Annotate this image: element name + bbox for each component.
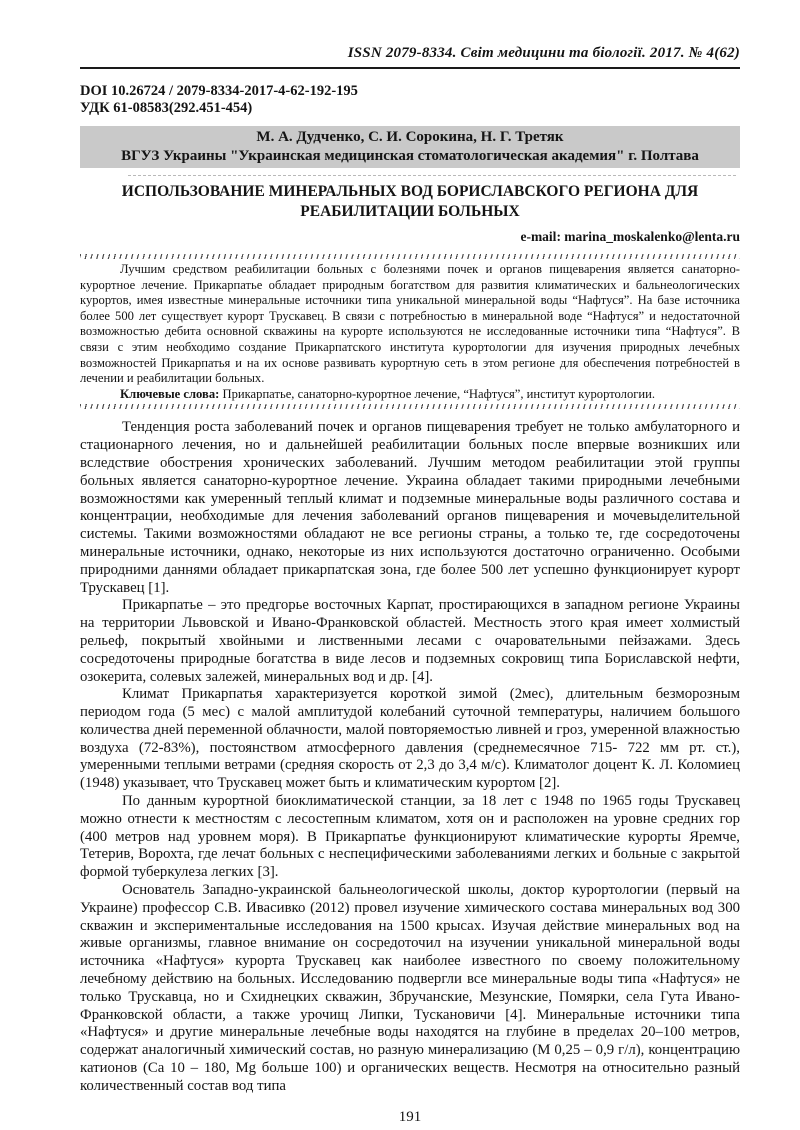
page-number: 191: [398, 1108, 422, 1125]
udk-line: УДК 61-08583(292.451-454): [80, 100, 253, 116]
keywords-paragraph: [80, 387, 740, 403]
body-paragraph-2: Прикарпатье – это предгорье восточных Карпат, простирающихся в западном регионе Украины на территории Львовской и Ивано-Франковской областей. Местность этого края имеет холмистый рельеф, покрытый хвойными и лиственными лесами с очаровательными пейзажами. Здесь сосредоточены природные богатства в виде лесов и подземных сокровищ типа Бориславской нефти, озокерита, солевых залежей, минеральных вод и др. [4].: [80, 597, 740, 685]
abstract-text: [80, 259, 740, 404]
authors-line: М. А. Дудченко, С. И. Сорокина, Н. Г. Третяк: [256, 129, 564, 145]
body-paragraph-5: Основатель Западно-украинской бальнеологической школы, доктор курортологии (первый на Украине) профессор С.В. Ивасивко (2012) провел изучение химического состава минеральных вод 300 скважин и экспериментальные исследования на 1500 крысах. Изучая действие минеральных вод на живые организмы, главное внимание он сосредоточил на изучении уникальной минеральной воды источника «Нафтуся» курорта Трускавец как наиболее известного по своему положительному лечебному действию на больных. Исследованию подвергли все минеральные воды типа «Нафтуся» не только Трускавца, но и Схиднецких скважин, Збручанские, Мезунские, Помярки, села Гута Ивано-Франковской области, а также урочищ Липки, Тускановичи [4]. Минеральные источники типа «Нафтуся» и другие минеральные лечебные воды находятся на глубине в пределах 20–100 метров, содержат аналогичный химический состав, но разную минерализацию (М 0,25 – 0,9 г/л), концентрацию катионов (Са 10 – 180, Mg больше 100) и органических веществ. Несмотря на относительно разный количественный состав вод типа: [80, 882, 740, 1094]
hatched-divider-bottom: [80, 404, 740, 409]
doi-line: DOI 10.26724 / 2079-8334-2017-4-62-192-195: [80, 83, 358, 99]
authors-block: [80, 126, 740, 168]
article-title: ИСПОЛЬЗОВАНИЕ МИНЕРАЛЬНЫХ ВОД БОРИСЛАВСКОГО РЕГИОНА ДЛЯ РЕАБИЛИТАЦИИ БОЛЬНЫХ: [121, 183, 699, 220]
body-paragraph-4: По данным курортной биоклиматической станции, за 18 лет с 1948 по 1965 годы Трускавец можно отнести к местностям с лесостепным климатом, хотя он и расположен на уровне средних гор (400 метров над уровнем моря). В Прикарпатье функционируют климатические курорты Яремче, Тетерив, Ворохта, где лечат больных с неспецифическими заболеваниями легких и больные с закрытой формой туберкулеза легких [3].: [80, 793, 740, 881]
reference-block: [80, 83, 740, 117]
header-rule: [80, 67, 740, 69]
dotted-divider: [128, 175, 736, 176]
keywords-label: Ключевые слова:: [120, 386, 220, 401]
body-paragraph-3: Климат Прикарпатья характеризуется короткой зимой (2мес), длительным безморозным периодом года (5 мес) с малой амплитудой колебаний суточной температуры, наличием большого количества дней переменной облачности, малой повторяемостью ливней и гроз, умеренной влажностью воздуха (72-83%), постоянством атмосферного давления (среднемесячное 715- 722 мм рт. ст.), умеренными теплыми ветрами (средняя скорость от 2,3 до 3,4 м/с). Климатолог доцент К. Л. Коломиец (1948) указывает, что Трускавец может быть и климатическим курортом [2].: [80, 686, 740, 792]
keywords-value: Прикарпатье, санаторно-курортное лечение, “Нафтуся”, институт курортологии.: [219, 386, 656, 401]
affiliation-line: ВГУЗ Украины "Украинская медицинская стоматологическая академия" г. Полтава: [121, 148, 699, 164]
journal-issn-line: ISSN 2079-8334. Світ медицини та біології. 2017. № 4(62): [347, 45, 740, 61]
body-paragraph-1: Тенденция роста заболеваний почек и органов пищеварения требует не только амбулаторного и стационарного лечения, но и дальнейшей реабилитации больных после впервые возникших или вследствие обострения хронических заболеваний. Лучшим методом реабилитации этой группы больных является санаторно-курортное лечение. Украина обладает такими природными лечебными возможностями как умеренный теплый климат и подземные минеральные воды различного состава и концентрации, необходимые для лечения заболеваний органов пищеварения и мочевыделительной системы. Такими возможностями обладают не все регионы страны, а только те, где сосредоточены минеральные источники, однако, некоторые из них используются достаточно ограниченно. Особыми природними даннями обладает прикарпатская зона, где более 500 лет успешно функционирует курорт Трускавец [1].: [80, 419, 740, 596]
email-line: e-mail: marina_moskalenko@lenta.ru: [520, 229, 740, 244]
abstract-box: [80, 254, 740, 409]
article-body: [80, 419, 740, 1095]
abstract-paragraph: Лучшим средством реабилитации больных с болезнями почек и органов пищеварения является санаторно-курортное лечение. Прикарпатье обладает природным богатством для развития климатических и бальнеологических курортов, имея известные минеральные источники типа уникальной минеральной воды “Нафтуся”. На базе источника более 500 лет существует курорт Трускавец. В связи с потребностью в минеральной воде “Нафтуся” и недостаточной возможностью дебита основной скважины на курорте используются не исследованные источники типа “Нафтуся”. В связи с этим необходимо создание Прикарпатского института курортологии для изучения природных лечебных возможностей Прикарпатья и на их основе развивать курортную сеть в этом регионе для обеспечения потребностей в лечении и реабилитации больных.: [80, 262, 740, 386]
